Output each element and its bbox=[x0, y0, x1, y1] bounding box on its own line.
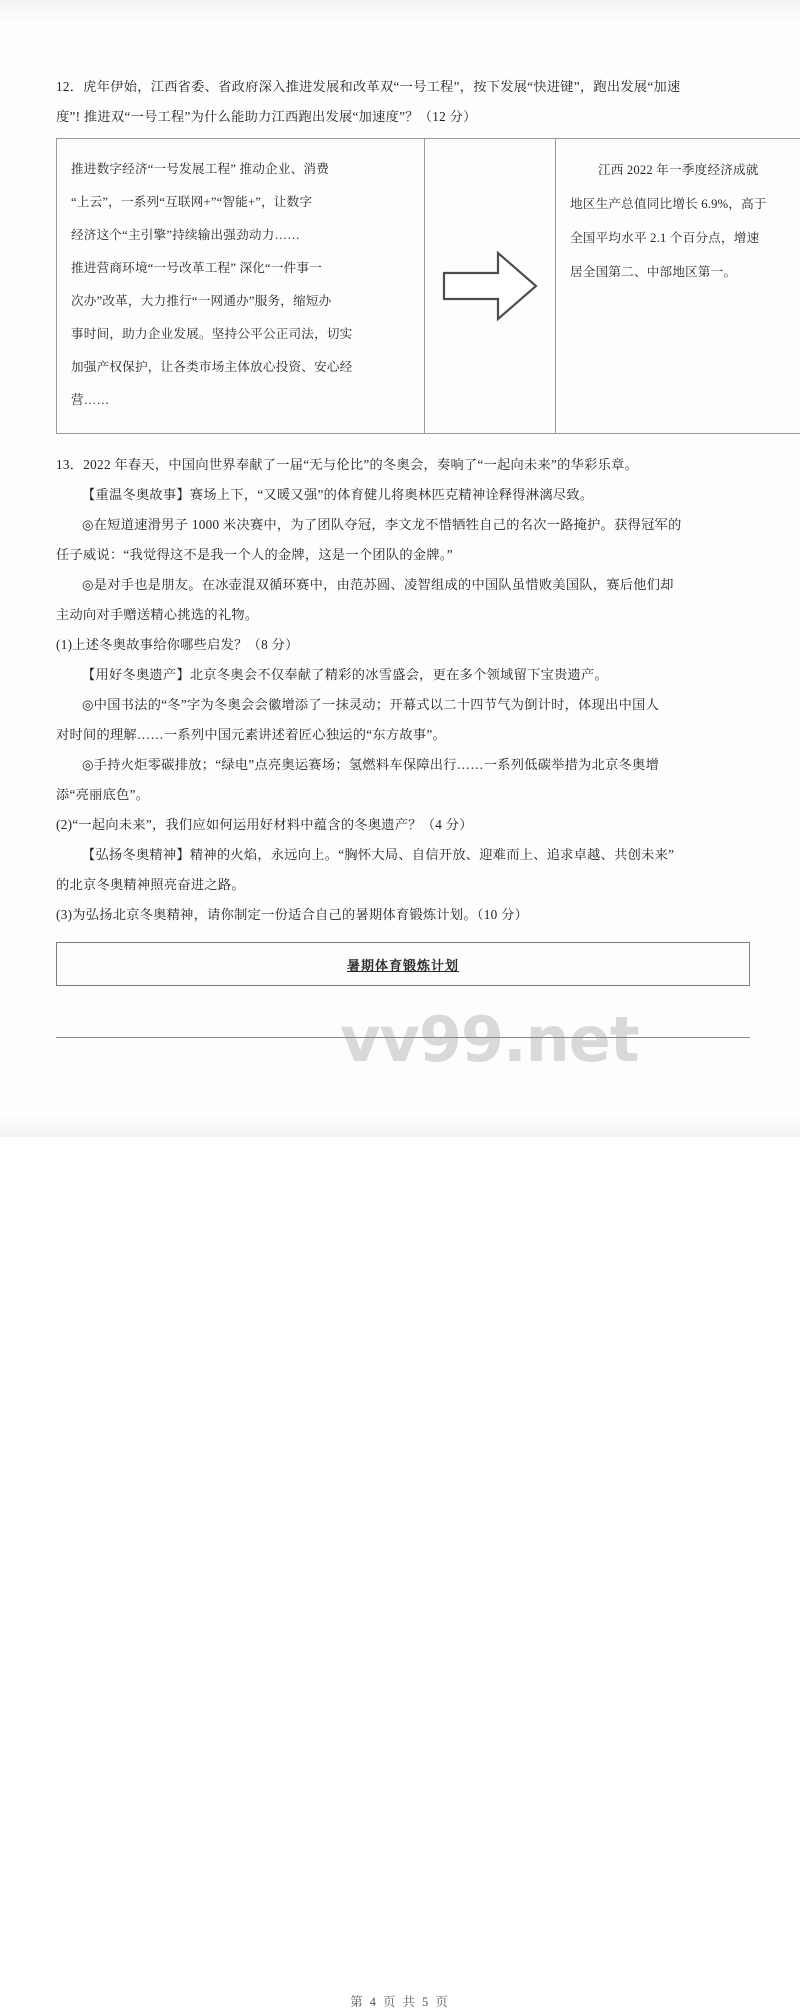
right-arrow-icon bbox=[442, 249, 538, 323]
page-number-footer: 第 4 页 共 5 页 bbox=[0, 1992, 800, 2010]
q13-sub-question-1: (1)上述冬奥故事给你哪些启发？（8 分） bbox=[56, 630, 752, 660]
q13-section-3-line-2: 的北京冬奥精神照亮奋进之路。 bbox=[56, 870, 752, 900]
table-row bbox=[57, 139, 800, 434]
material-arrow-cell bbox=[425, 139, 556, 434]
q13-sub-question-2: (2)“一起向未来”，我们应如何运用好材料中蕴含的冬奥遗产？（4 分） bbox=[56, 810, 752, 840]
q13-section-1-heading: 【重温冬奥故事】赛场上下，“又暖又强”的体育健儿将奥林匹克精神诠释得淋漓尽致。 bbox=[56, 480, 752, 510]
material-table bbox=[56, 138, 800, 434]
q13-bullet-4-line-2: 添“亮丽底色”。 bbox=[56, 780, 752, 810]
material-left-line: 推进数字经济“一号发展工程” 推动企业、消费 bbox=[71, 153, 410, 186]
answer-box-exercise-plan[interactable] bbox=[56, 942, 750, 986]
page-content bbox=[56, 72, 752, 986]
material-right-line: 居全国第二、中部地区第一。 bbox=[570, 255, 793, 289]
material-left-line: 经济这个“主引擎”持续输出强劲动力…… bbox=[71, 219, 410, 252]
material-left-cell bbox=[57, 139, 425, 434]
q13-section-3-heading: 【弘扬冬奥精神】精神的火焰，永远向上。“胸怀大局、自信开放、迎难而上、追求卓越、共创未来” bbox=[56, 840, 752, 870]
question-13 bbox=[56, 450, 752, 986]
q13-section-2-heading: 【用好冬奥遗产】北京冬奥会不仅奉献了精彩的冰雪盛会，更在多个领域留下宝贵遗产。 bbox=[56, 660, 752, 690]
material-left-line: 事时间，助力企业发展。坚持公平公正司法，切实 bbox=[71, 318, 410, 351]
q13-bullet-4-line-1: ◎手持火炬零碳排放；“绿电”点亮奥运赛场；氢燃料车保障出行……一系列低碳举措为北京冬奥增 bbox=[56, 750, 752, 780]
material-left-line: 次办”改革，大力推行“一网通办”服务，缩短办 bbox=[71, 285, 410, 318]
q13-sub-question-3: (3)为弘扬北京冬奥精神，请你制定一份适合自己的暑期体育锻炼计划。（10 分） bbox=[56, 900, 752, 930]
q13-bullet-2-line-1: ◎是对手也是朋友。在冰壶混双循环赛中，由范苏圆、凌智组成的中国队虽惜败美国队，赛后他们却 bbox=[56, 570, 752, 600]
material-right-line: 江西 2022 年一季度经济成就 bbox=[570, 153, 793, 187]
watermark: vv99.net bbox=[340, 1003, 639, 1076]
material-left-line: 加强产权保护，让各类市场主体放心投资、安心经 bbox=[71, 351, 410, 384]
material-right-cell bbox=[556, 139, 800, 434]
footer-divider bbox=[56, 1037, 750, 1038]
material-right-line: 地区生产总值同比增长 6.9%，高于 bbox=[570, 187, 793, 221]
q12-line-1: 12．虎年伊始，江西省委、省政府深入推进发展和改革双“一号工程”，按下发展“快进键”，跑出发展“加速 bbox=[56, 72, 752, 102]
q13-bullet-1-line-1: ◎在短道速滑男子 1000 米决赛中，为了团队夺冠，李文龙不惜牺牲自己的名次一路掩护。获得冠军的 bbox=[56, 510, 752, 540]
q13-bullet-1-line-2: 任子威说：“我觉得这不是我一个人的金牌，这是一个团队的金牌。” bbox=[56, 540, 752, 570]
question-12 bbox=[56, 72, 752, 434]
q13-line-1: 13．2022 年春天，中国向世界奉献了一届“无与伦比”的冬奥会，奏响了“一起向未来”的华彩乐章。 bbox=[56, 450, 752, 480]
q12-line-2: 度”! 推进双“一号工程”为什么能助力江西跑出发展“加速度”？（12 分） bbox=[56, 102, 752, 132]
page-bottom-shading bbox=[0, 1111, 800, 1137]
material-left-line: 营…… bbox=[71, 384, 410, 417]
material-left-line: 推进营商环境“一号改革工程” 深化“一件事一 bbox=[71, 252, 410, 285]
material-right-line: 全国平均水平 2.1 个百分点，增速 bbox=[570, 221, 793, 255]
page-top-shading bbox=[0, 0, 800, 26]
q13-bullet-3-line-1: ◎中国书法的“冬”字为冬奥会会徽增添了一抹灵动；开幕式以二十四节气为倒计时，体现出中国人 bbox=[56, 690, 752, 720]
q13-bullet-2-line-2: 主动向对手赠送精心挑选的礼物。 bbox=[56, 600, 752, 630]
material-left-line: “上云”，一系列“互联网+”“智能+”，让数字 bbox=[71, 186, 410, 219]
answer-box-title: 暑期体育锻炼计划 bbox=[347, 955, 459, 974]
q13-bullet-3-line-2: 对时间的理解……一系列中国元素讲述着匠心独运的“东方故事”。 bbox=[56, 720, 752, 750]
